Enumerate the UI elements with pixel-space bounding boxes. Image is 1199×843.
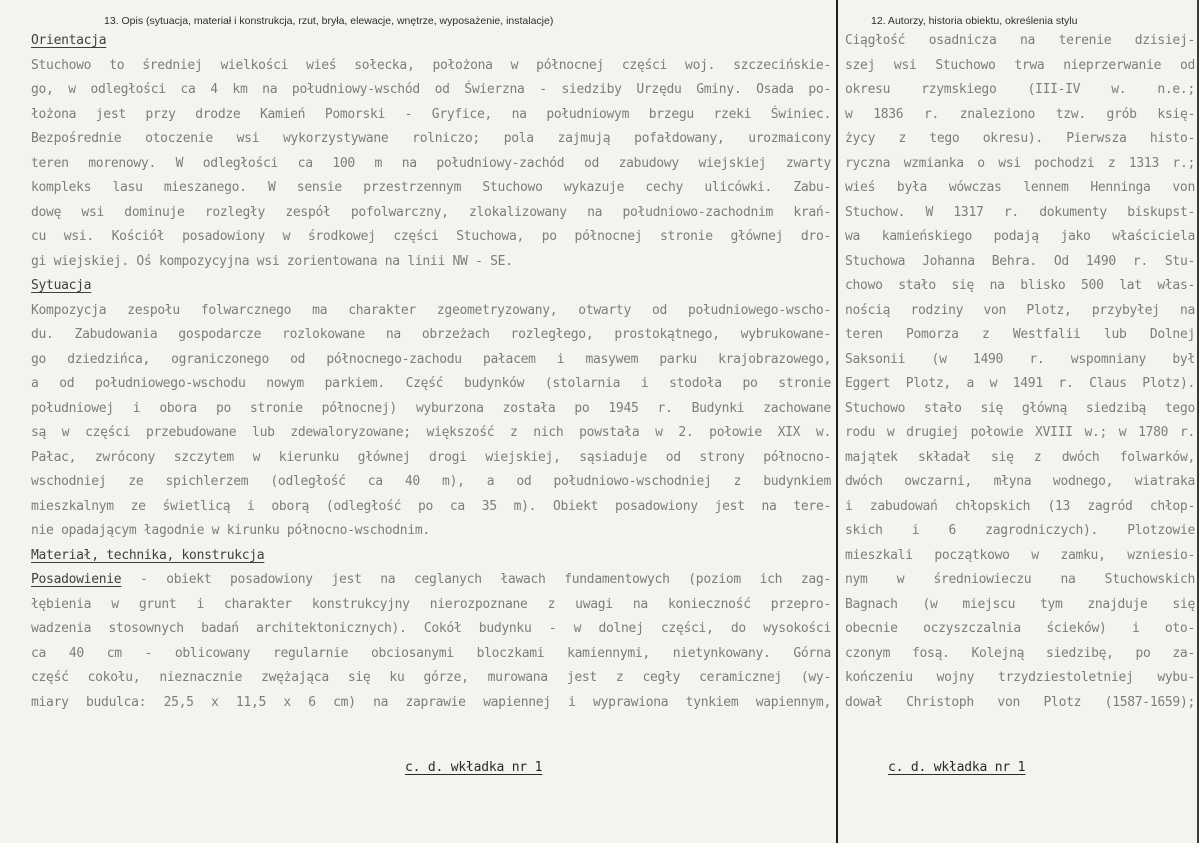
text-line: Bezpośrednie otoczenie wsi wykorzystywane rolniczo; pola zajmują pofałdowany, urozmaicony	[31, 131, 831, 146]
text-line: a od południowego-wschodu nowym parkiem. Część budynków (stolarnia i stodoła po stronie	[31, 376, 831, 391]
text-line: nym w średniowieczu na Stuchowskich	[845, 572, 1195, 587]
text-line: kończeniu wojny trzydziestoletniej wybu-	[845, 670, 1195, 685]
text-line: Stuchowo stało się główną siedzibą tego	[845, 400, 1195, 416]
text-line: Ciągłość osadnicza na terenie dzisiej-	[845, 33, 1195, 48]
section-heading: Materiał, technika, konstrukcja	[31, 547, 265, 563]
text-line: Posadowienie - obiekt posadowiony jest na ceglanych ławach fundamentowych (poziom ich zag-	[31, 572, 831, 587]
text-line: ca 40 cm - oblicowany regularnie obciosanymi bloczkami kamiennymi, nietynkowany. Górna	[31, 645, 831, 661]
text-line: Pałac, zwrócony szczytem w kierunku głównej drogi wiejskiej, sąsiaduje od strony północno-	[31, 449, 831, 465]
text-line: wa kamieńskiego podają jako właściciela	[845, 229, 1195, 244]
continuation-note: c. d. wkładka nr 1	[405, 760, 543, 775]
text-line: rodu w drugiej połowie XVIII w.; w 1780 r.	[845, 425, 1195, 440]
text-line: wadzenia stosownych badań architektonicznych). Cokół budynku - w dolnej części, do wysokości	[31, 621, 831, 636]
history-text	[845, 29, 1195, 715]
text-line: Kompozycja zespołu folwarcznego ma charakter zgeometryzowany, otwarty od południowego-wscho-	[31, 302, 831, 318]
history-column	[838, 0, 1197, 843]
text-line: go, w odległości ca 4 km na południowy-wschód od Świerzna - siedziby Urzędu Gminy. Osada po-	[31, 82, 831, 97]
section-12-header: 12. Autorzy, historia obiektu, określenia stylu	[871, 15, 1078, 27]
section-heading: Orientacja	[31, 33, 107, 48]
text-line: dwóch owczarni, młyna wodnego, wiatraka	[845, 474, 1195, 489]
continuation-note: c. d. wkładka nr 1	[888, 760, 1026, 775]
text-line: mieszkali początkowo w zamku, wzniesio-	[845, 547, 1195, 563]
text-line: część cokołu, nieznacznie zwężająca się ku górze, murowana jest z cegły ceramicznej (wy-	[31, 670, 831, 685]
text-line: Stuchowa Johanna Behra. Od 1490 r. Stu-	[845, 253, 1195, 269]
text-line: du. Zabudowania gospodarcze rozlokowane na obrzeżach rozległego, prostokątnego, wybrukowane-	[31, 327, 831, 342]
text-line: łożona jest przy drodze Kamień Pomorski - Gryfice, na południowym brzegu rzeki Świniec.	[31, 106, 831, 122]
description-text	[31, 29, 831, 715]
section-heading: Sytuacja	[31, 278, 92, 293]
text-line: i zabudowań chłopskich (13 zagród chłop-	[845, 498, 1195, 514]
text-line: szej wsi Stuchowo trwa nieprzerwanie od	[845, 57, 1195, 73]
text-line: cu wsi. Kościół posadowiony w środkowej części Stuchowa, po północnej stronie głównej dro-	[31, 229, 831, 244]
text-line: nością rodziny von Plotz, przybyłej na	[845, 302, 1195, 318]
text-line: kompleks lasu mieszanego. W sensie przestrzennym Stuchowo wykazuje cechy ulicówki. Zabu-	[31, 180, 831, 195]
text-line: gi wiejskiej. Oś kompozycyjna wsi zorientowana na linii NW - SE.	[31, 253, 513, 269]
text-line: czonym fosą. Kolejną siedzibę, po za-	[845, 645, 1195, 661]
text-line: w 1836 r. znaleziono tzw. grób księ-	[845, 106, 1195, 122]
text-line: życy z tego okresu). Pierwsza histo-	[845, 131, 1195, 146]
text-line: chowo stało się na blisko 500 lat włas-	[845, 278, 1195, 293]
text-line: nie opadającym łagodnie w kirunku północno-wschodnim.	[31, 523, 430, 538]
text-line: mieszkalnym ze świetlicą i oborą (odległość po ca 35 m). Obiekt posadowiony jest na tere-	[31, 498, 831, 514]
text-line: dowę wsi dominuje rozległy zespół pofolwarczny, zlokalizowany na południowo-zachodnim krań-	[31, 204, 831, 220]
text-line: Eggert Plotz, a w 1491 r. Claus Plotz).	[845, 376, 1195, 391]
text-line: są w części przebudowane lub zdewaloryzowane; większość z nich powstała w 2. połowie XIX w.	[31, 425, 831, 440]
text-line: Bagnach (w miejscu tym znajduje się	[845, 596, 1195, 612]
text-line: obecnie oczyszczalnia ścieków) i oto-	[845, 621, 1195, 636]
text-line: teren morenowy. W odległości ca 100 m na południowy-zachód od zabudowy wiejskiej zwarty	[31, 155, 831, 171]
text-line: Stuchow. W 1317 r. dokumenty biskupst-	[845, 204, 1195, 220]
text-line: teren Pomorza z Westfalii lub Dolnej	[845, 327, 1195, 342]
subsection-label: Posadowienie	[31, 572, 122, 587]
text-line: go dziedzińca, ograniczonego od północnego-zachodu pałacem i masywem parku krajobrazowego,	[31, 351, 831, 367]
text-line: miary budulca: 25,5 x 11,5 x 6 cm) na zaprawie wapiennej i wyprawiona tynkiem wapiennym,	[31, 694, 831, 710]
text-line: wschodniej ze spichlerzem (odległość ca 40 m), a od południowo-wschodniej z budynkiem	[31, 474, 831, 489]
text-line: majątek składał się z dwóch folwarków,	[845, 449, 1195, 465]
text-line: południowej i obora po stronie północnej) wyburzona została po 1945 r. Budynki zachowane	[31, 400, 831, 416]
text-line: okresu rzymskiego (III-IV w. n.e.;	[845, 82, 1195, 97]
text-line: łębienia w grunt i charakter konstrukcyjny nierozpoznane z uwagi na konieczność przepro-	[31, 596, 831, 612]
text-line: ryczna wzmianka o wsi pochodzi z 1313 r.;	[845, 155, 1195, 171]
text-line: Saksonii (w 1490 r. wspomniany był	[845, 351, 1195, 367]
text-line: skich i 6 zagrodniczych). Plotzowie	[845, 523, 1195, 538]
text-line: Stuchowo to średniej wielkości wieś sołecka, położona w północnej części woj. szczecińskie-	[31, 57, 831, 73]
text-line: dował Christoph von Plotz (1587-1659);	[845, 694, 1195, 710]
text-line: wieś była wówczas lennem Henninga von	[845, 180, 1195, 195]
section-13-header: 13. Opis (sytuacja, materiał i konstrukcja, rzut, bryła, elewacje, wnętrze, wyposażenie, instalacje)	[104, 15, 554, 27]
